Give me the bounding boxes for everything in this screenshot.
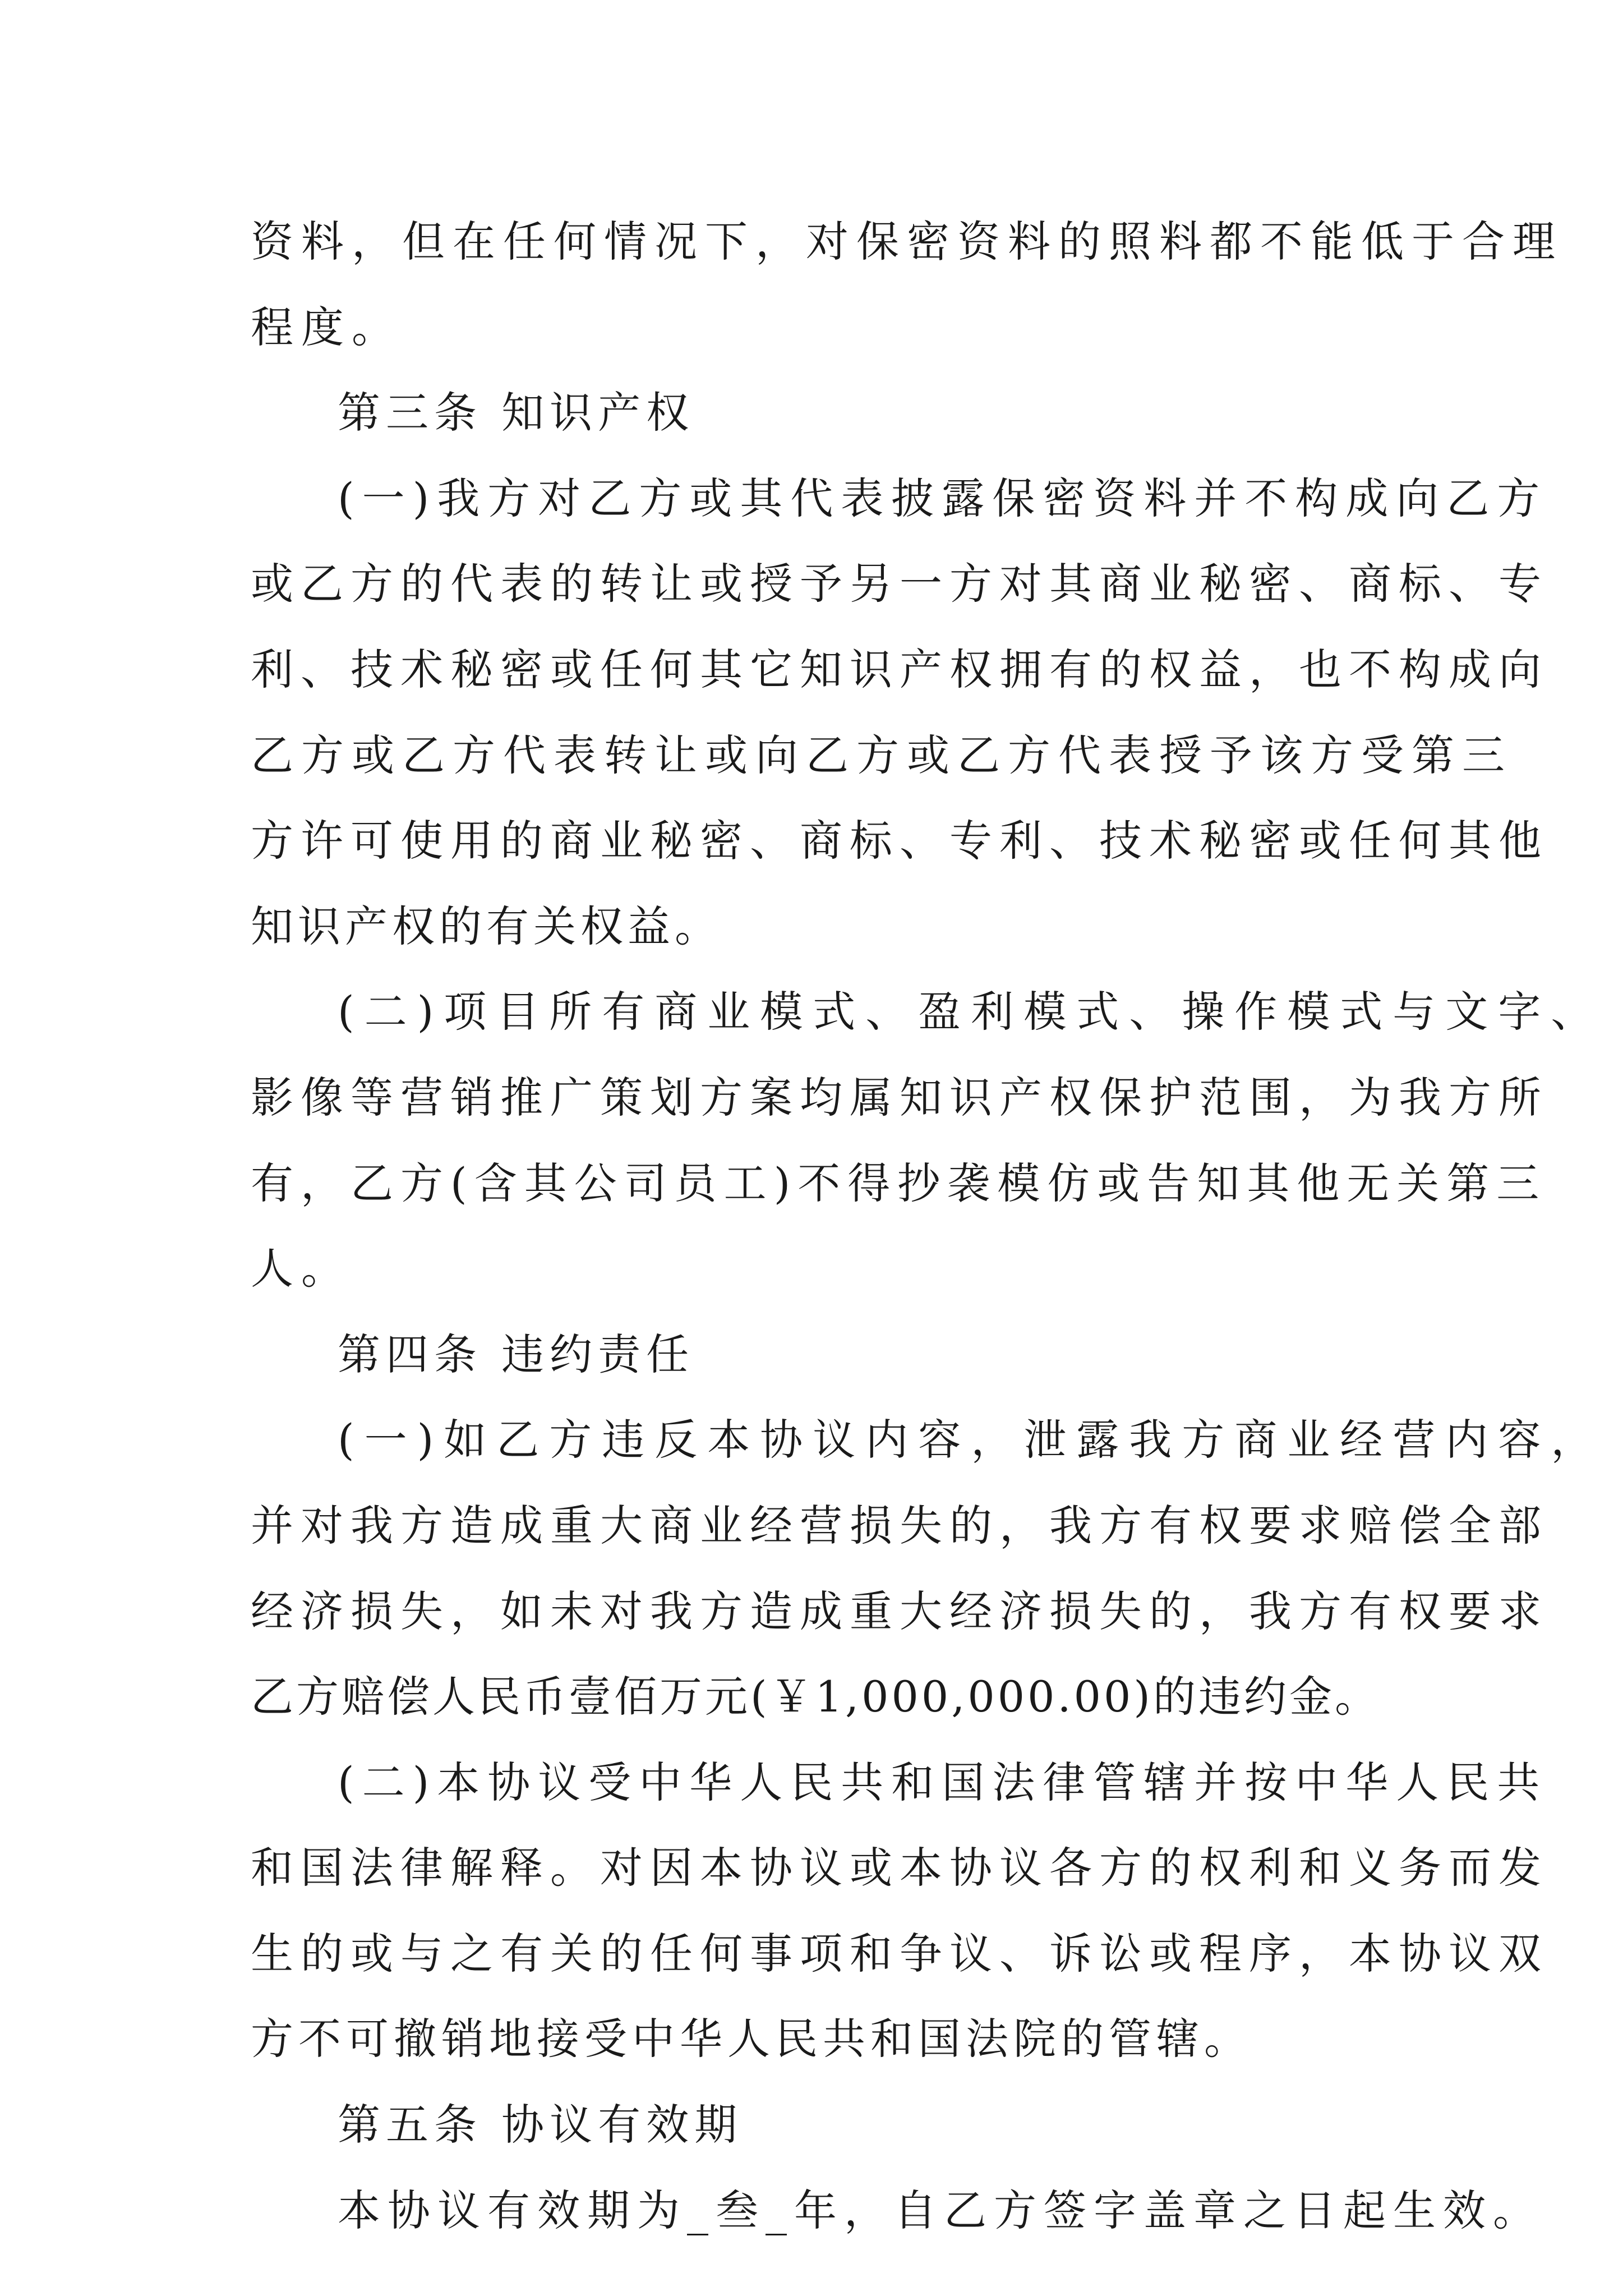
text-line: 程度。 bbox=[251, 302, 402, 352]
text-line: 经济损失，如未对我方造成重大经济损失的，我方有权要求 bbox=[251, 1586, 1548, 1636]
text-line: 第四条 违约责任 bbox=[338, 1329, 695, 1379]
text-line: (二)本协议受中华人民共和国法律管辖并按中华人民共 bbox=[338, 1757, 1548, 1807]
text-line: 人。 bbox=[251, 1244, 352, 1294]
text-line: 并对我方造成重大商业经营损失的，我方有权要求赔偿全部 bbox=[251, 1500, 1548, 1550]
text-line: 和国法律解释。对因本协议或本协议各方的权利和义务而发 bbox=[251, 1843, 1548, 1893]
text-line: 知识产权的有关权益。 bbox=[251, 901, 722, 951]
text-line: (一)我方对乙方或其代表披露保密资料并不构成向乙方 bbox=[338, 473, 1548, 523]
text-line: 生的或与之有关的任何事项和争议、诉讼或程序，本协议双 bbox=[251, 1928, 1548, 1978]
text-line: 利、技术秘密或任何其它知识产权拥有的权益，也不构成向 bbox=[251, 644, 1548, 694]
text-line: 本协议有效期为_叁_年，自乙方签字盖章之日起生效。 bbox=[338, 2185, 1543, 2235]
text-line: 第三条 知识产权 bbox=[338, 388, 695, 438]
text-line: 方不可撤销地接受中华人民共和国法院的管辖。 bbox=[251, 2014, 1252, 2064]
text-line: 第五条 协议有效期 bbox=[338, 2100, 743, 2150]
text-line: 乙方赔偿人民币壹佰万元(￥1,000,000.00)的违约金。 bbox=[251, 1672, 1380, 1722]
text-line: 方许可使用的商业秘密、商标、专利、技术秘密或任何其他 bbox=[251, 816, 1548, 866]
document-body bbox=[251, 199, 1604, 2253]
text-line: (一)如乙方违反本协议内容，泄露我方商业经营内容， bbox=[338, 1415, 1604, 1465]
text-line: 资料，但在任何情况下，对保密资料的照料都不能低于合理 bbox=[251, 217, 1563, 266]
text-line: 乙方或乙方代表转让或向乙方或乙方代表授予该方受第三 bbox=[251, 730, 1513, 780]
text-line: 影像等营销推广策划方案均属知识产权保护范围，为我方所 bbox=[251, 1072, 1548, 1122]
text-line: 或乙方的代表的转让或授予另一方对其商业秘密、商标、专 bbox=[251, 559, 1548, 609]
text-line: (二)项目所有商业模式、盈利模式、操作模式与文字、 bbox=[338, 987, 1604, 1037]
text-line: 有，乙方(含其公司员工)不得抄袭模仿或告知其他无关第三 bbox=[251, 1158, 1547, 1208]
